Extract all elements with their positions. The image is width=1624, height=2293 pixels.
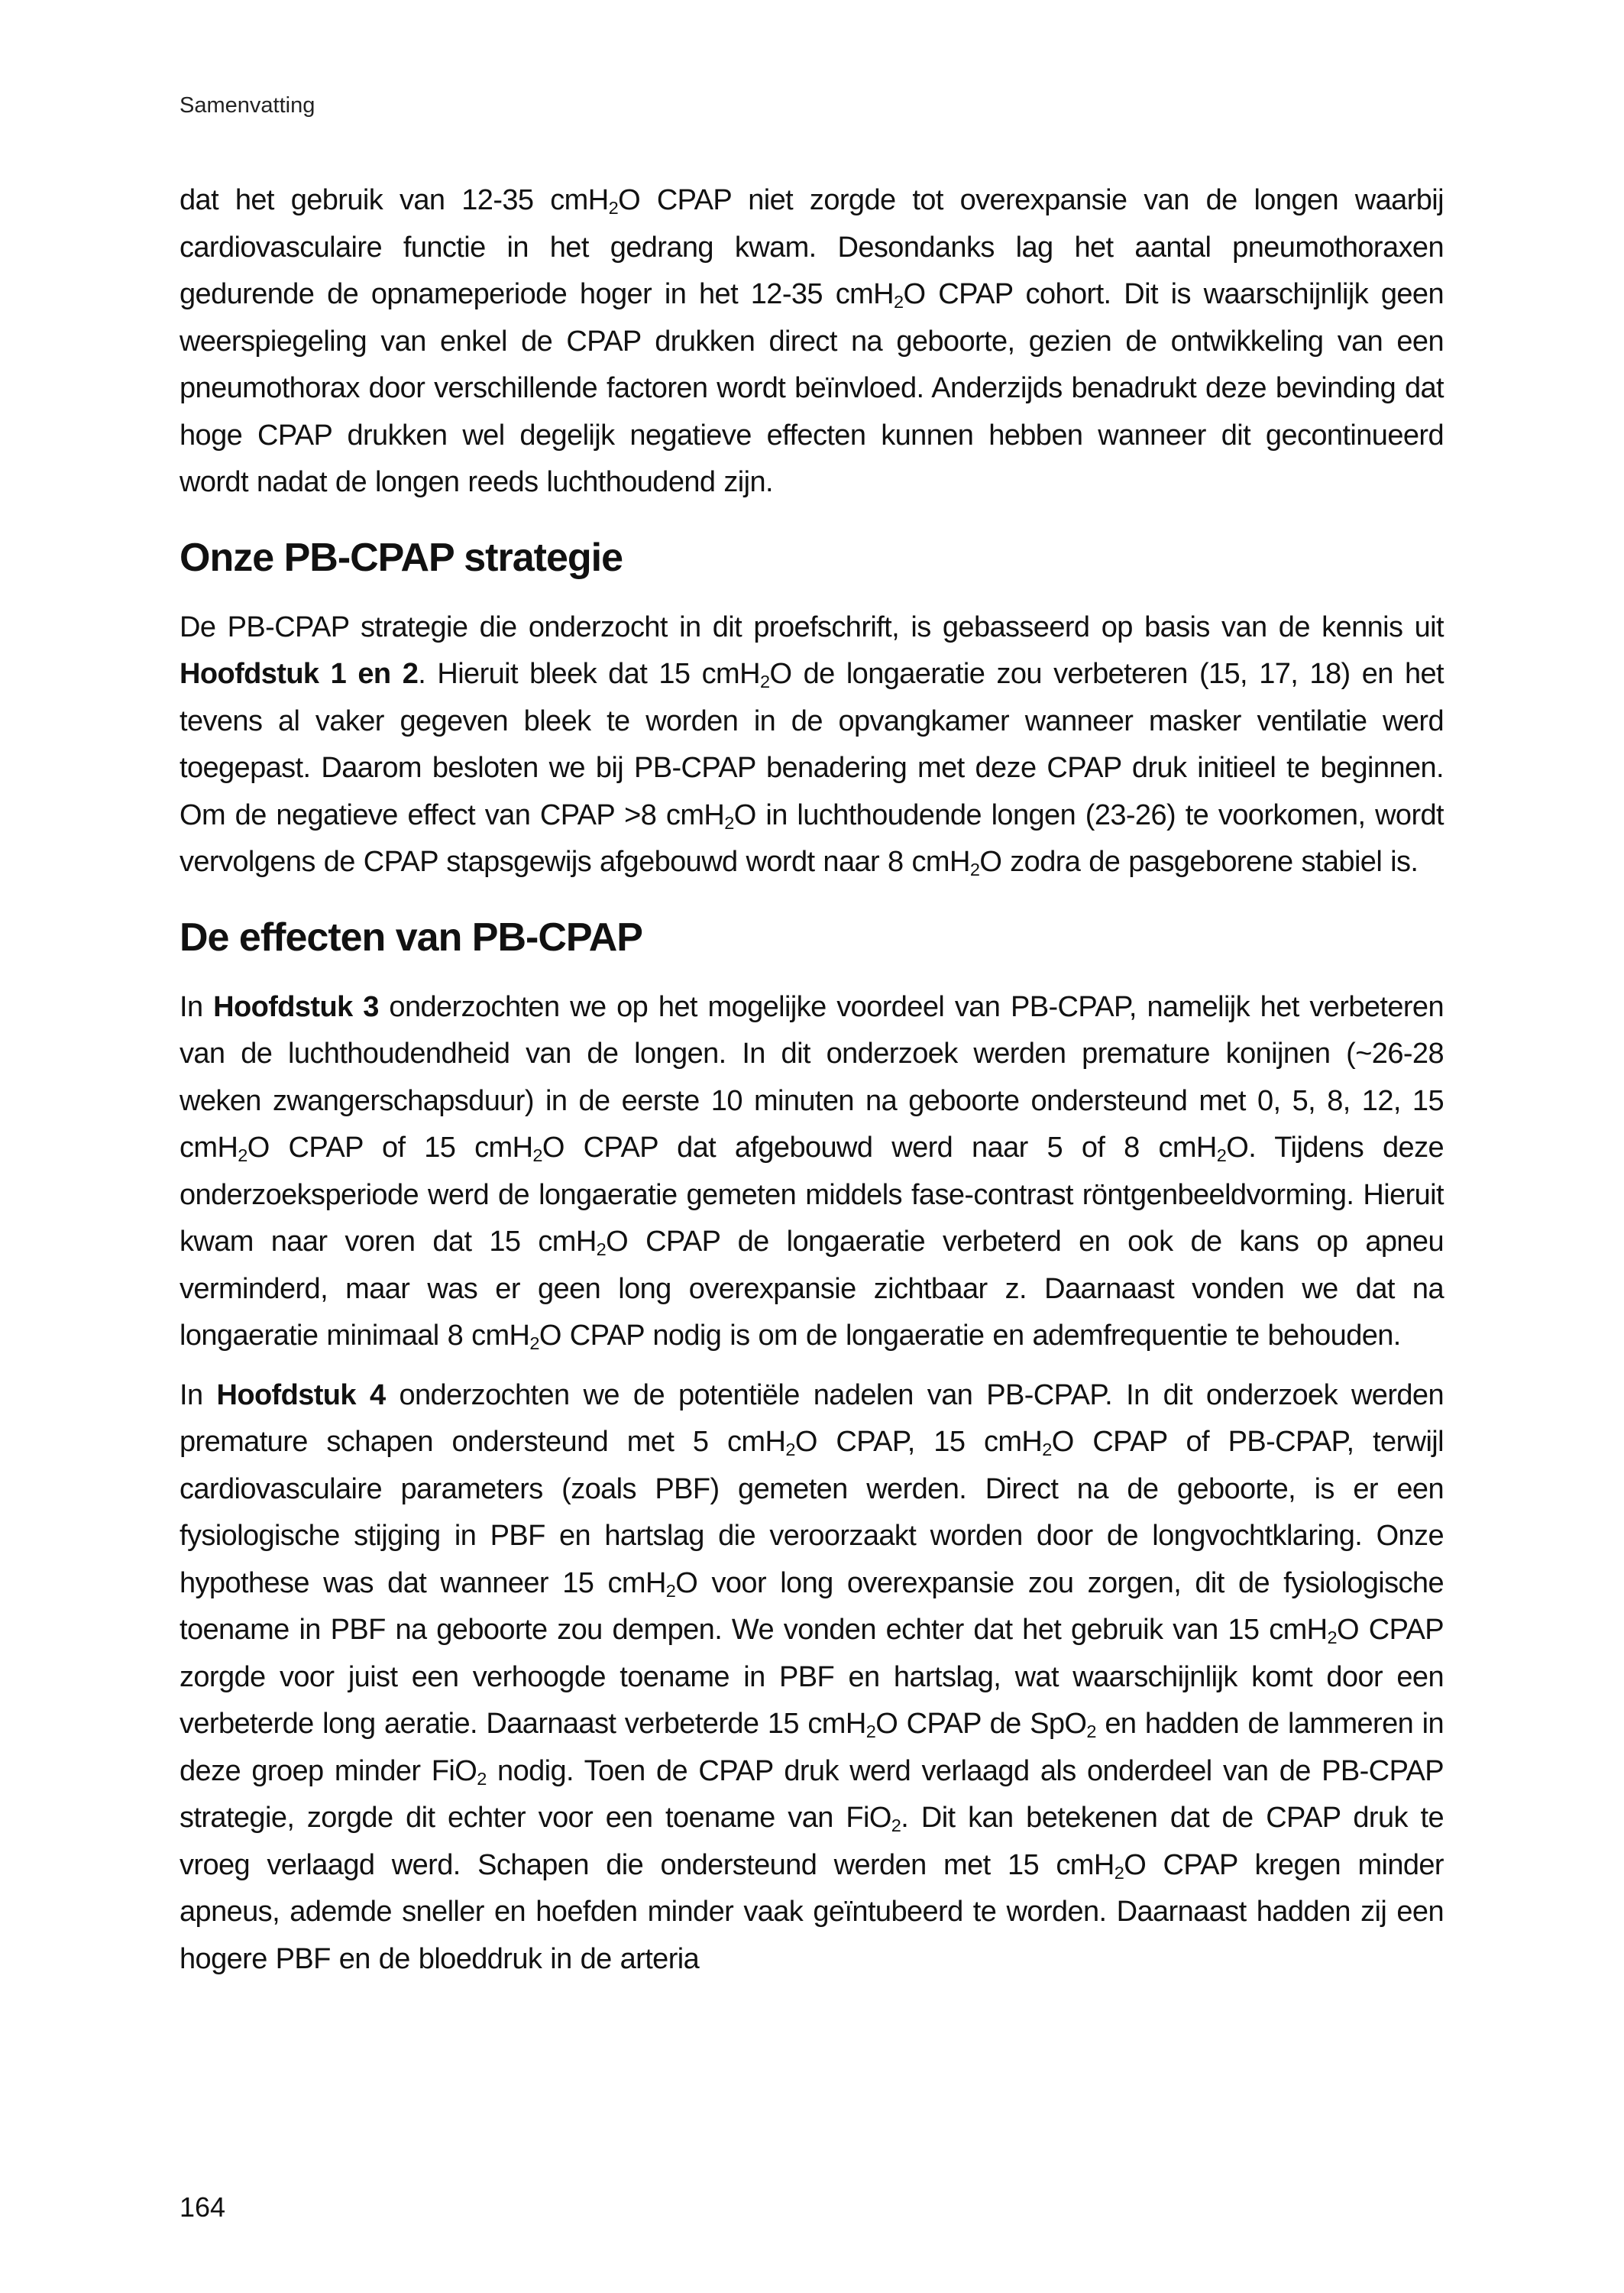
text-run: . Dit kan betekenen dat de CPAP druk te vroeg verlaagd werd. Schapen die ondersteund werden met 15 cmH: [180, 1802, 1444, 1881]
text-run: O zodra de pasgeborene stabiel is.: [979, 846, 1419, 878]
subscript: 2: [891, 1815, 901, 1835]
section-heading: Onze PB-CPAP strategie: [180, 535, 623, 580]
subscript: 2: [532, 1145, 542, 1165]
subscript: 2: [894, 291, 904, 312]
subscript: 2: [1216, 1145, 1227, 1165]
text-run: O CPAP, 15 cmH: [794, 1426, 1043, 1458]
subscript: 2: [238, 1145, 247, 1165]
running-header: Samenvatting: [180, 93, 315, 118]
text-run: In: [180, 1378, 217, 1411]
subscript: 2: [969, 859, 980, 879]
text-run: O in luchthoudende longen (23-26) te voorkomen, wordt vervolgens de CPAP stapsgewijs afgebouwd wordt naar 8 cmH: [180, 798, 1444, 878]
body-paragraph: [180, 1372, 1444, 1984]
text-run: O CPAP de longaeratie verbeterd en ook de kans op apneu verminderd, maar was er geen long overexpansie zichtbaar z. Daarnaast vonden we dat na longaeratie minimaal 8 cmH: [180, 1226, 1444, 1352]
text-run: O. Tijdens deze onderzoeksperiode werd de longaeratie gemeten middels fase-contrast röntgenbeeldvorming. Hieruit kwam naar voren dat 15 cmH: [180, 1132, 1444, 1258]
subscript: 2: [1086, 1721, 1096, 1741]
page-number: 164: [180, 2191, 226, 2223]
chapter-reference: Hoofdstuk 4: [216, 1378, 386, 1411]
text-run: O CPAP de SpO: [875, 1708, 1087, 1740]
text-run: O CPAP of PB-CPAP, terwijl cardiovasculaire parameters (zoals PBF) gemeten werden. Direct na de geboorte, is er een fysiologische stijging in PBF en hartslag die veroorzaakt worden door de longvochtklaring. Onze hypothese was dat wanneer 15 cmH: [180, 1426, 1444, 1599]
text-run: dat het gebruik van 12-35 cmH: [180, 184, 609, 216]
text-run: O CPAP zorgde voor juist een verhoogde toename in PBF en hartslag, wat waarschijnlijk komt door een verbeterde long aeratie. Daarnaast verbeterde 15 cmH: [180, 1614, 1444, 1740]
subscript: 2: [1042, 1439, 1052, 1459]
subscript: 2: [477, 1768, 487, 1789]
section-heading: De effecten van PB-CPAP: [180, 915, 642, 960]
text-run: onderzochten we de potentiële nadelen van PB-CPAP. In dit onderzoek werden premature schapen ondersteund met 5 cmH: [180, 1378, 1444, 1458]
subscript: 2: [665, 1580, 676, 1601]
subscript: 2: [529, 1333, 539, 1353]
text-run: De PB-CPAP strategie die onderzocht in dit proefschrift, is gebasseerd op basis van de kennis uit: [180, 610, 1444, 643]
text-run: nodig. Toen de CPAP druk werd verlaagd als onderdeel van de PB-CPAP strategie, zorgde dit echter voor een toename van FiO: [180, 1754, 1444, 1834]
text-run: O CPAP dat afgebouwd werd naar 5 of 8 cmH: [542, 1132, 1217, 1164]
text-run: O CPAP nodig is om de longaeratie en ademfrequentie te behouden.: [539, 1320, 1401, 1352]
subscript: 2: [608, 197, 619, 218]
chapter-reference: Hoofdstuk 1 en 2: [180, 658, 419, 690]
subscript: 2: [759, 671, 770, 691]
text-run: O de longaeratie zou verbeteren (15, 17, 18) en het tevens al vaker gegeven bleek te worden in de opvangkamer wanneer masker ventilatie werd toegepast. Daarom besloten we bij PB-CPAP benadering met deze CPAP druk initieel te beginnen. Om de negatieve effect van CPAP >8 cmH: [180, 658, 1444, 831]
subscript: 2: [596, 1239, 607, 1259]
text-run: O CPAP niet zorgde tot overexpansie van de longen waarbij cardiovasculaire functie in het gedrang kwam. Desondanks lag het aantal pneumothoraxen gedurende de opnameperiode hoger in het 12-35 cmH: [180, 184, 1444, 310]
page-content: [180, 177, 1444, 1983]
subscript: 2: [865, 1721, 876, 1741]
body-paragraph: [180, 177, 1444, 507]
body-paragraph: [180, 604, 1444, 886]
text-run: O voor long overexpansie zou zorgen, dit de fysiologische toename in PBF na geboorte zou dempen. We vonden echter dat het gebruik van 15 cmH: [180, 1566, 1444, 1646]
text-run: en hadden de lammeren in deze groep minder FiO: [180, 1708, 1444, 1787]
text-run: O CPAP cohort. Dit is waarschijnlijk geen weerspiegeling van enkel de CPAP drukken direct na geboorte, gezien de ontwikkeling van een pneumothorax door verschillende factoren wordt beïnvloed. Anderzijds benadrukt deze bevinding dat hoge CPAP drukken wel degelijk negatieve effecten kunnen hebben wanneer dit gecontinueerd wordt nadat de longen reeds luchthoudend zijn.: [180, 278, 1444, 498]
text-run: O CPAP of 15 cmH: [247, 1132, 533, 1164]
chapter-reference: Hoofdstuk 3: [213, 990, 379, 1023]
subscript: 2: [724, 812, 734, 833]
text-run: onderzochten we op het mogelijke voordeel van PB-CPAP, namelijk het verbeteren van de luchthoudendheid van de longen. In dit onderzoek werden premature konijnen (~26-28 weken zwangerschapsduur) in de eerste 10 minuten na geboorte ondersteund met 0, 5, 8, 12, 15 cmH: [180, 990, 1444, 1164]
text-run: In: [180, 990, 214, 1023]
subscript: 2: [1114, 1862, 1124, 1883]
body-paragraph: [180, 984, 1444, 1360]
text-run: O CPAP kregen minder apneus, ademde sneller en hoefden minder vaak geïntubeerd te worden. Daarnaast hadden zij een hogere PBF en de bloeddruk in de arteria: [180, 1848, 1444, 1975]
subscript: 2: [785, 1439, 795, 1459]
text-run: . Hieruit bleek dat 15 cmH: [418, 658, 760, 690]
subscript: 2: [1327, 1627, 1338, 1647]
